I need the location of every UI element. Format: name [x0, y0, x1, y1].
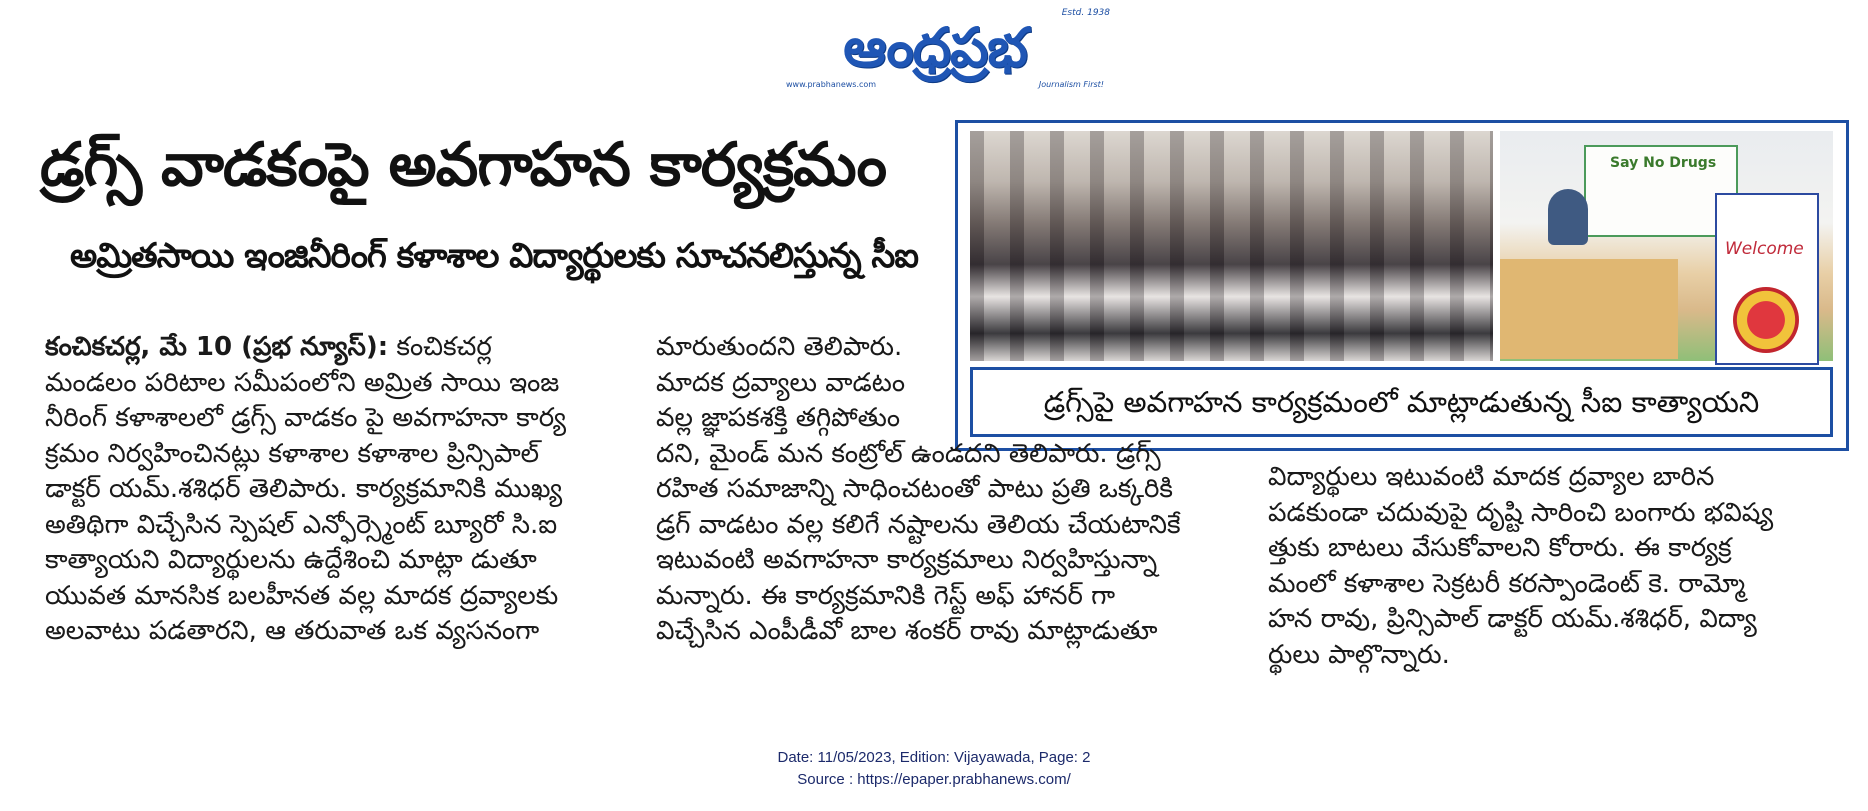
article-column-3 [1268, 460, 1838, 673]
page-footer [0, 747, 1868, 791]
column-line-text: కంచికచర్ల [396, 332, 492, 362]
masthead-title: ఆంధ్రప్రభ [843, 16, 1027, 79]
column-line: కాత్యాయని విద్యార్థులను ఉద్దేశించి మాట్లా డుతూ [45, 545, 537, 575]
podium-welcome-text: Welcome [1725, 239, 1804, 259]
masthead-website: www.prabhanews.com [786, 80, 877, 89]
masthead-tagline: Journalism First! [1038, 80, 1104, 89]
column-line: త్తుకు బాటలు వేసుకోవాలని కోరారు. ఈ కార్యక్ర [1268, 533, 1732, 563]
column-line: మాదక ద్రవ్యాలు వాడటం [656, 367, 905, 398]
column-line: అలవాటు పడతారని, ఆ తరువాత ఒక వ్యసనంగా [45, 616, 540, 646]
column-line: హన రావు, ప్రిన్సిపాల్ డాక్టర్ యమ్.శశిధర్, విద్యా [1268, 604, 1757, 634]
column-line: పడకుండా చదువుపై దృష్టి సారించి బంగారు భవిష్య [1268, 497, 1774, 528]
podium [1715, 193, 1819, 365]
column-line: డాక్టర్ యమ్.శశిధర్ తెలిపారు. కార్యక్రమానికి ముఖ్య [45, 474, 563, 504]
column-line: విద్యార్థులు ఇటువంటి మాదక ద్రవ్యాల బారిన [1268, 462, 1715, 492]
column-line: డ్రగ్ వాడటం వల్ల కలిగే నష్టాలను తెలియ చేయటానికే [656, 509, 1181, 540]
event-banner-text: Say No Drugs [1610, 155, 1717, 171]
article-headline: డ్రగ్స్ వాడకంపై అవగాహన కార్యక్రమం [40, 130, 887, 200]
column-line [45, 330, 625, 366]
masthead-logo [760, 8, 1110, 96]
article-column-2 [656, 330, 1226, 650]
column-line: మారుతుందని తెలిపారు. [656, 332, 903, 362]
article-dateline: కంచికచర్ల, మే 10 (ప్రభ న్యూస్): [45, 332, 389, 362]
column-line: విచ్చేసిన ఎంపీడీవో బాల శంకర్ రావు మాట్లాడుతూ [656, 616, 1158, 646]
column-line: క్రమం నిర్వహించినట్లు కళాశాల కళాశాల ప్రిన్సిపాల్ [45, 438, 540, 469]
masthead-est: Estd. 1938 [1061, 8, 1110, 18]
article-column-1 [45, 330, 625, 650]
edition-info: Date: 11/05/2023, Edition: Vijayawada, Page: 2 [777, 749, 1091, 766]
column-line: నీరింగ్ కళాశాలలో డ్రగ్స్ వాడకం పై అవగాహనా కార్య [45, 403, 567, 433]
speaker-photo [1500, 131, 1833, 361]
seated-guest [1548, 189, 1588, 245]
article-subheadline: అమ్రితసాయి ఇంజినీరింగ్ కళాశాల విద్యార్థులకు సూచనలిస్తున్న సీఐ [70, 236, 919, 276]
students-photo [970, 131, 1493, 361]
column-line: వల్ల జ్ఞాపకశక్తి తగ్గిపోతుం [656, 403, 901, 433]
column-line: మన్నారు. ఈ కార్యక్రమానికి గెస్ట్ అఫ్ హానర్ గా [656, 580, 1116, 611]
column-line: మండలం పరిటాల సమీపంలోని అమ్రిత సాయి ఇంజ [45, 367, 560, 398]
column-line: మంలో కళాశాల సెక్రటరీ కరస్పాండెంట్ కె. రామ్మో [1268, 568, 1746, 599]
column-line: ర్థులు పాల్గొన్నారు. [1268, 639, 1450, 670]
dais-table [1500, 259, 1678, 359]
column-line: ఇటువంటి అవగాహనా కార్యక్రమాలు నిర్వహిస్తున్నా [656, 545, 1158, 575]
column-line: అతిథిగా విచ్చేసిన స్పెషల్ ఎన్ఫోర్స్మెంట్ బ్యూరో సి.ఐ [45, 509, 558, 540]
source-link[interactable]: Source : https://epaper.prabhanews.com/ [797, 771, 1071, 788]
college-seal-icon [1733, 287, 1799, 353]
column-line: రహిత సమాజాన్ని సాధించటంతో పాటు ప్రతి ఒక్కరికి [656, 474, 1173, 504]
column-line: యువత మానసిక బలహీనత వల్ల మాదక ద్రవ్యాలకు [45, 580, 559, 611]
photo-caption: డ్రగ్స్‌పై అవగాహన కార్యక్రమంలో మాట్లాడుతున్న సీఐ కాత్యాయని [970, 367, 1833, 437]
column-line: దని, మైండ్ మన కంట్రోల్ ఉండదని తెలిపారు. డ్రగ్స్ [656, 438, 1161, 469]
